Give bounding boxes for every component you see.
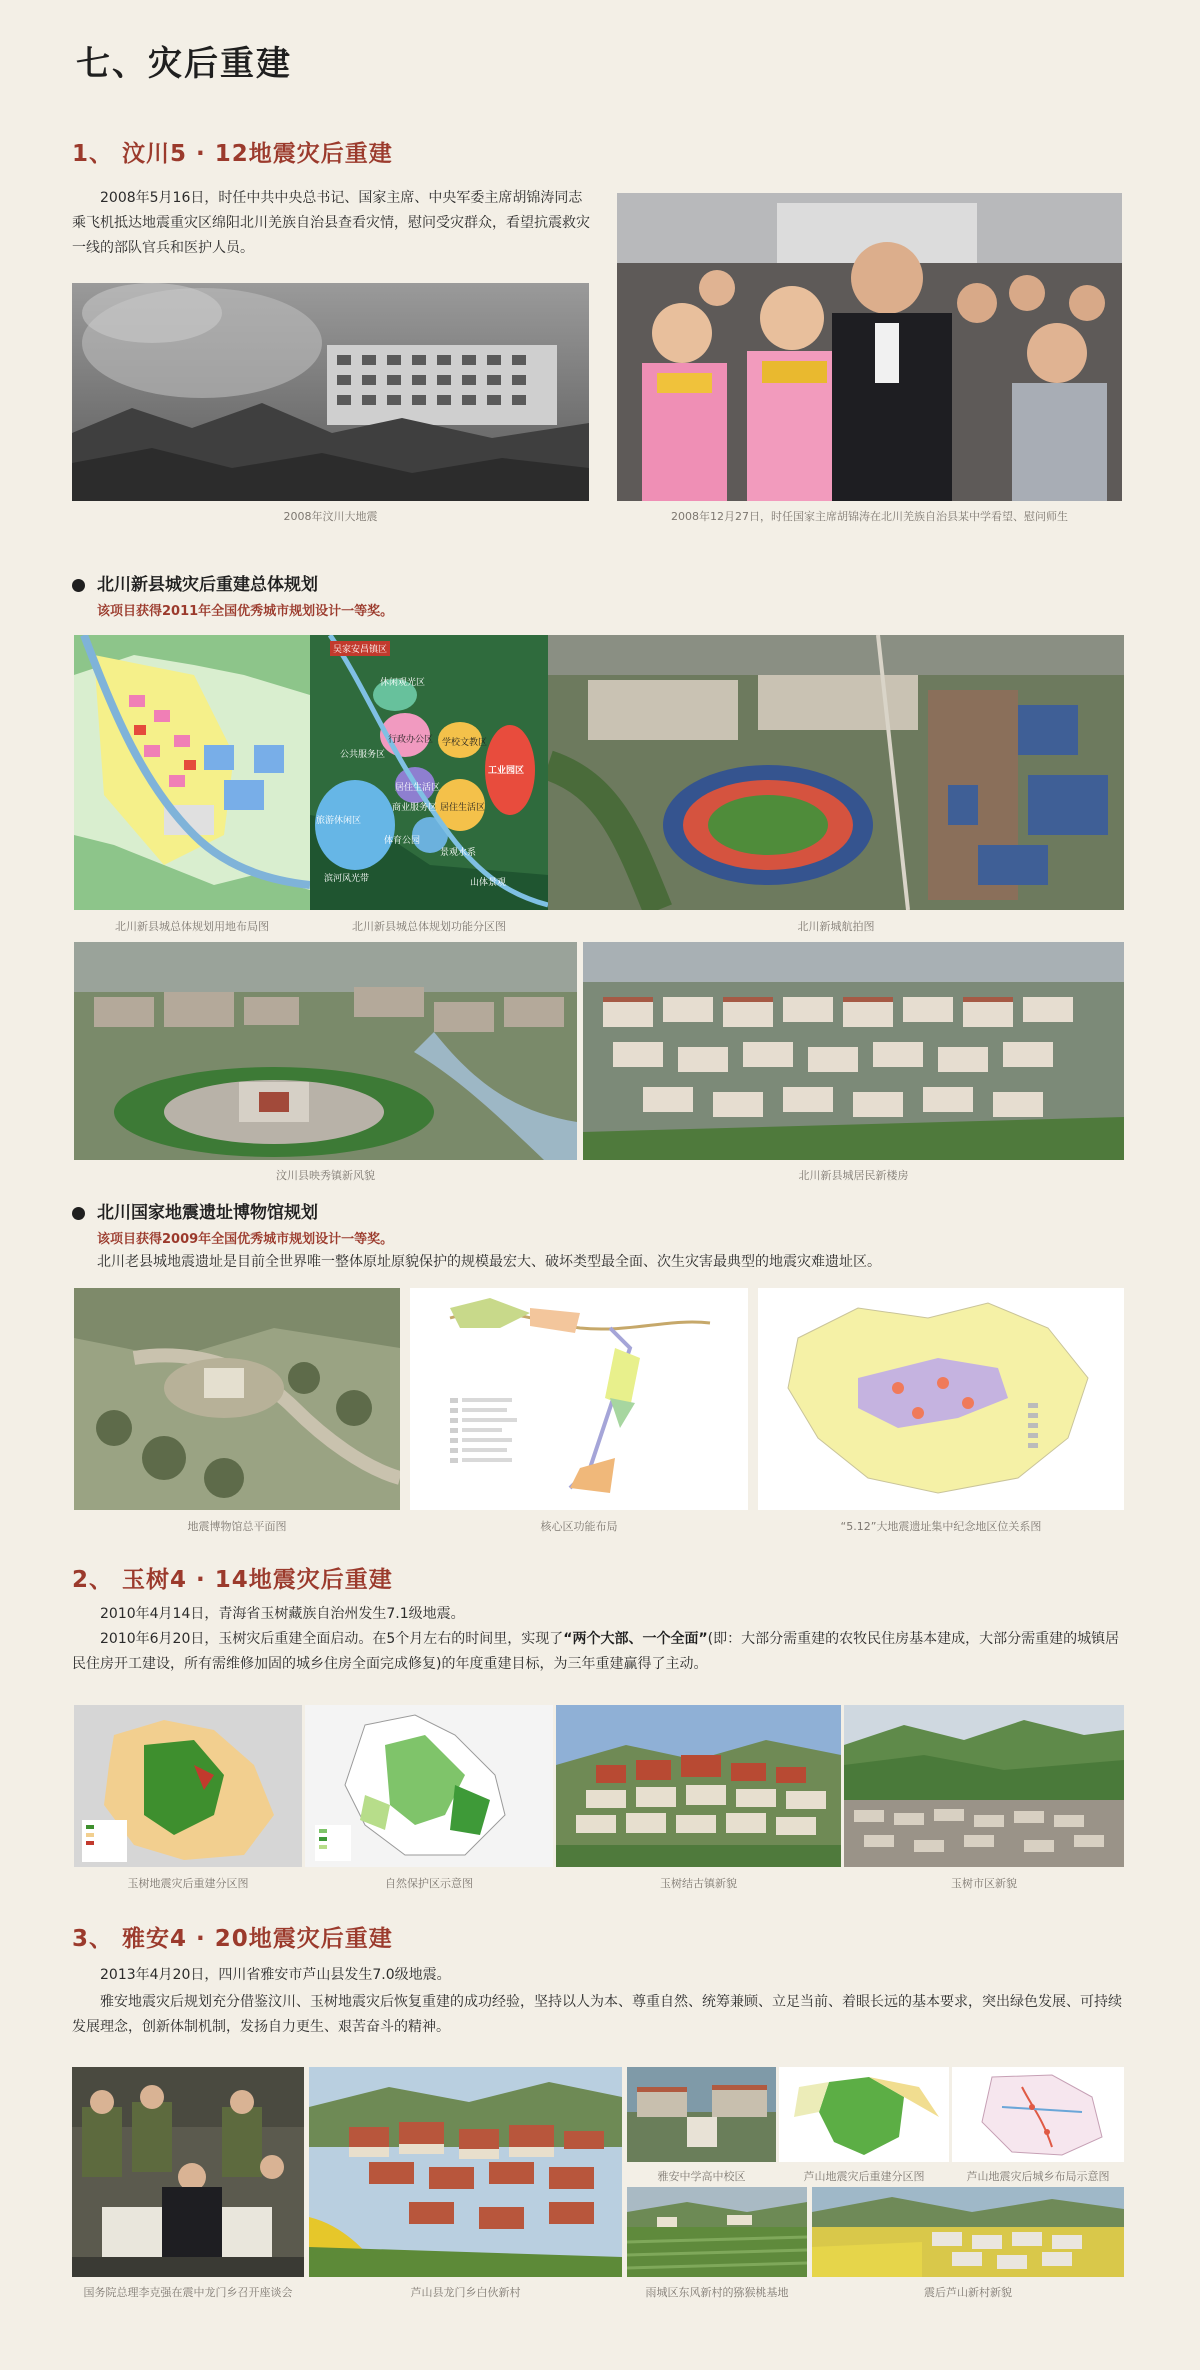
map-label: 学校文教区 bbox=[442, 738, 488, 748]
map-memorial-location bbox=[758, 1288, 1124, 1510]
photo-longmen-village bbox=[309, 2067, 622, 2277]
museum-desc: 北川老县城地震遗址是目前全世界唯一整体原址原貌保护的规模最宏大、破坏类型最全面、次生灾害最典型的地震灾难遗址区。 bbox=[97, 1254, 881, 1270]
caption-nature-reserve: 自然保护区示意图 bbox=[385, 1877, 473, 1890]
photo-yaan-high-school bbox=[627, 2067, 776, 2162]
map-beichuan-function-zones bbox=[310, 635, 548, 910]
map-label: 居住生活区 bbox=[395, 783, 441, 793]
map-label: 山体景观 bbox=[470, 878, 507, 888]
caption-lushan-layout: 芦山地震灾后城乡布局示意图 bbox=[966, 2170, 1110, 2183]
photo-premier-meeting bbox=[72, 2067, 304, 2277]
caption-beichuan-function: 北川新县城总体规划功能分区图 bbox=[352, 920, 506, 933]
map-label: 公共服务区 bbox=[340, 750, 386, 760]
subsection-beichuan-plan bbox=[72, 570, 318, 595]
beichuan-plan-award: 该项目获得2011年全国优秀城市规划设计一等奖。 bbox=[97, 604, 394, 619]
caption-lushan-zoning: 芦山地震灾后重建分区图 bbox=[803, 2170, 925, 2183]
photo-yingxiu-town bbox=[74, 942, 577, 1160]
map-lushan-layout bbox=[952, 2067, 1124, 2162]
museum-plan-award: 该项目获得2009年全国优秀城市规划设计一等奖。 bbox=[97, 1232, 394, 1247]
page-title: 七、灾后重建 bbox=[76, 44, 292, 84]
caption-wenchuan-quake: 2008年汶川大地震 bbox=[283, 510, 378, 523]
caption-beichuan-aerial: 北川新城航拍图 bbox=[797, 920, 875, 933]
photo-jiegu-town bbox=[556, 1705, 841, 1867]
caption-lushan-new-village: 震后芦山新村新貌 bbox=[924, 2286, 1012, 2299]
caption-museum-site: 地震博物馆总平面图 bbox=[187, 1520, 287, 1533]
map-label: 行政办公区 bbox=[388, 735, 434, 745]
caption-premier-meeting: 国务院总理李克强在震中龙门乡召开座谈会 bbox=[83, 2286, 293, 2299]
yushu-para-2-a: 2010年6月20日，玉树灾后重建全面启动。在5个月左右的时间里，实现了 bbox=[100, 1631, 564, 1647]
wenchuan-intro: 2008年5月16日，时任中共中央总书记、国家主席、中央军委主席胡锦涛同志乘飞机抵达地震重灾区绵阳北川羌族自治县查看灾情，慰问受灾群众，看望抗震救灾一线的部队官兵和医护人员。 bbox=[72, 190, 590, 256]
subsection-museum-plan bbox=[72, 1198, 318, 1223]
caption-museum-core: 核心区功能布局 bbox=[540, 1520, 618, 1533]
caption-jiegu: 玉树结古镇新貌 bbox=[660, 1877, 737, 1890]
photo-hu-visit-students bbox=[617, 193, 1122, 501]
photo-beichuan-aerial bbox=[548, 635, 1124, 910]
caption-beichuan-housing: 北川新县城居民新楼房 bbox=[798, 1169, 909, 1182]
map-nature-reserve bbox=[305, 1705, 553, 1867]
caption-kiwi-base: 雨城区东风新村的猕猴桃基地 bbox=[645, 2286, 789, 2299]
section-title-yaan: 3、 雅安4 · 20地震灾后重建 bbox=[72, 1926, 393, 1952]
section-title-wenchuan: 1、 汶川5 · 12地震灾后重建 bbox=[72, 141, 393, 167]
yushu-para-2 bbox=[72, 1627, 1124, 1677]
caption-longmen: 芦山县龙门乡白伙新村 bbox=[410, 2286, 521, 2299]
yaan-para-2: 雅安地震灾后规划充分借鉴汶川、玉树地震灾后恢复重建的成功经验，坚持以人为本、尊重自然、统筹兼顾、立足当前、着眼长远的基本要求，突出绿色发展、可持续发展理念，创新体制机制，发扬自力更生、艰苦奋斗的精神。 bbox=[72, 1994, 1122, 2035]
section-title-yushu: 2、 玉树4 · 14地震灾后重建 bbox=[72, 1567, 393, 1593]
map-label: 滨河风光带 bbox=[324, 874, 370, 884]
map-museum-core-layout bbox=[410, 1288, 748, 1510]
yaan-para-1: 2013年4月20日，四川省雅安市芦山县发生7.0级地震。 bbox=[100, 1967, 451, 1983]
photo-lushan-new-village bbox=[812, 2187, 1124, 2277]
caption-yaan-school: 雅安中学高中校区 bbox=[657, 2170, 746, 2183]
yushu-para-2-c: (即：大部分需重建的农牧民住房基本建成，大部分需重建的城镇居民住房开工建设，所有需维修加固的城乡住房全面完成修复)的年度重建目标，为三年重建赢得了主动。 bbox=[72, 1631, 1120, 1672]
photo-kiwi-base bbox=[627, 2187, 807, 2277]
photo-beichuan-housing bbox=[583, 942, 1124, 1160]
map-label: 景观水系 bbox=[440, 848, 477, 858]
caption-beichuan-landuse: 北川新县城总体规划用地布局图 bbox=[115, 920, 269, 933]
map-label: 休闲观光区 bbox=[380, 678, 426, 688]
caption-yushu-city: 玉树市区新貌 bbox=[951, 1877, 1017, 1890]
map-label: 商业服务区 bbox=[392, 803, 438, 813]
map-label: 体育公园 bbox=[384, 836, 421, 846]
yushu-para-2-highlight: “两个大部、一个全面” bbox=[563, 1631, 708, 1647]
map-lushan-zoning bbox=[779, 2067, 949, 2162]
caption-hu-visit: 2008年12月27日，时任国家主席胡锦涛在北川羌族自治县某中学看望、慰问师生 bbox=[671, 510, 1068, 523]
map-yushu-zoning bbox=[74, 1705, 302, 1867]
caption-memorial: “5.12”大地震遗址集中纪念地区位关系图 bbox=[840, 1520, 1042, 1533]
museum-plan-title: 北川国家地震遗址博物馆规划 bbox=[97, 1203, 318, 1223]
bullet-icon bbox=[72, 1207, 85, 1220]
beichuan-plan-title: 北川新县城灾后重建总体规划 bbox=[97, 575, 318, 595]
caption-yushu-zoning: 玉树地震灾后重建分区图 bbox=[127, 1877, 249, 1890]
map-label: 居住生活区 bbox=[440, 803, 486, 813]
map-label: 吴家安昌镇区 bbox=[330, 641, 390, 656]
photo-yushu-city bbox=[844, 1705, 1124, 1867]
bullet-icon bbox=[72, 579, 85, 592]
map-museum-site-plan bbox=[74, 1288, 400, 1510]
photo-wenchuan-quake bbox=[72, 283, 589, 501]
yushu-para-1: 2010年4月14日，青海省玉树藏族自治州发生7.1级地震。 bbox=[100, 1606, 465, 1622]
map-label: 旅游休闲区 bbox=[316, 816, 362, 826]
map-beichuan-landuse bbox=[74, 635, 310, 910]
caption-yingxiu: 汶川县映秀镇新风貌 bbox=[276, 1169, 375, 1182]
map-label: 工业园区 bbox=[488, 766, 525, 776]
